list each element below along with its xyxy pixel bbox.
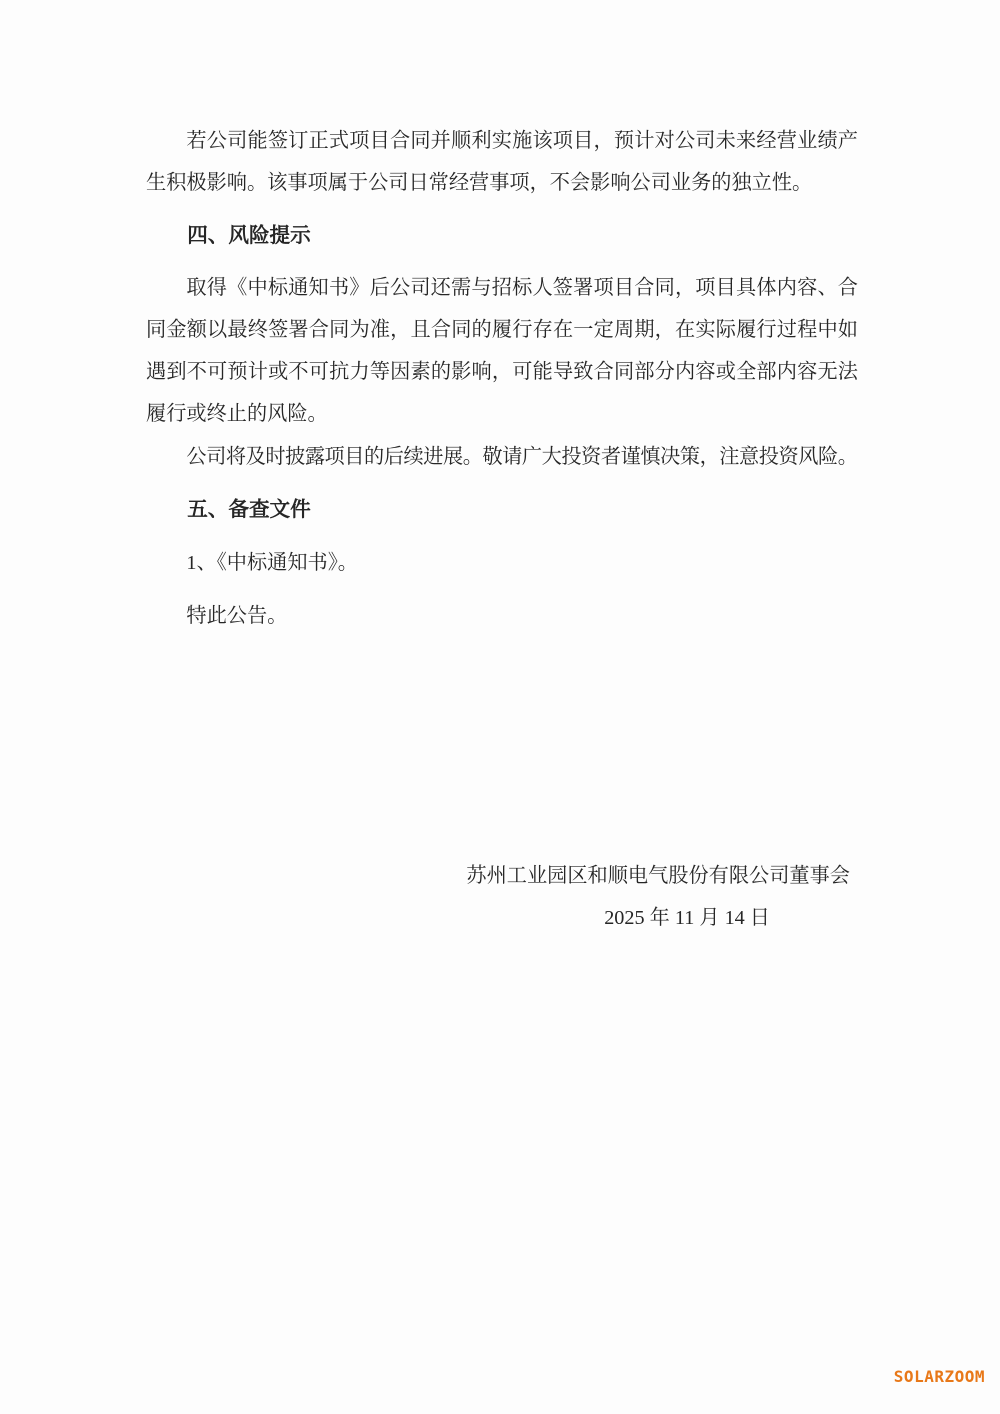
signature-company: 苏州工业园区和顺电气股份有限公司董事会 <box>466 865 850 887</box>
list-item-bid-notice: 1、《中标通知书》。 <box>186 552 358 574</box>
paragraph-impact: 若公司能签订正式项目合同并顺利实施该项目，预计对公司未来经营业绩产生积极影响。该事项属于公司日常经营事项，不会影响公司业务的独立性。 <box>146 130 858 194</box>
paragraph-risk: 取得《中标通知书》后公司还需与招标人签署项目合同，项目具体内容、合同金额以最终签署合同为准，且合同的履行存在一定周期，在实际履行过程中如遇到不可预计或不可抗力等因素的影响，可能导致合同部分内容或全部内容无法履行或终止的风险。 <box>146 277 858 425</box>
signature-date: 2025 年 11 月 14 日 <box>604 907 770 929</box>
document-content <box>146 120 858 939</box>
paragraph-disclosure: 公司将及时披露项目的后续进展。敬请广大投资者谨慎决策，注意投资风险。 <box>186 446 858 468</box>
signature-block <box>146 855 858 939</box>
section-heading-risk: 四、风险提示 <box>187 225 311 247</box>
closing-statement: 特此公告。 <box>186 605 288 627</box>
section-heading-documents: 五、备查文件 <box>187 499 311 521</box>
watermark-solarzoom: SOLARZOOM <box>893 1367 985 1386</box>
